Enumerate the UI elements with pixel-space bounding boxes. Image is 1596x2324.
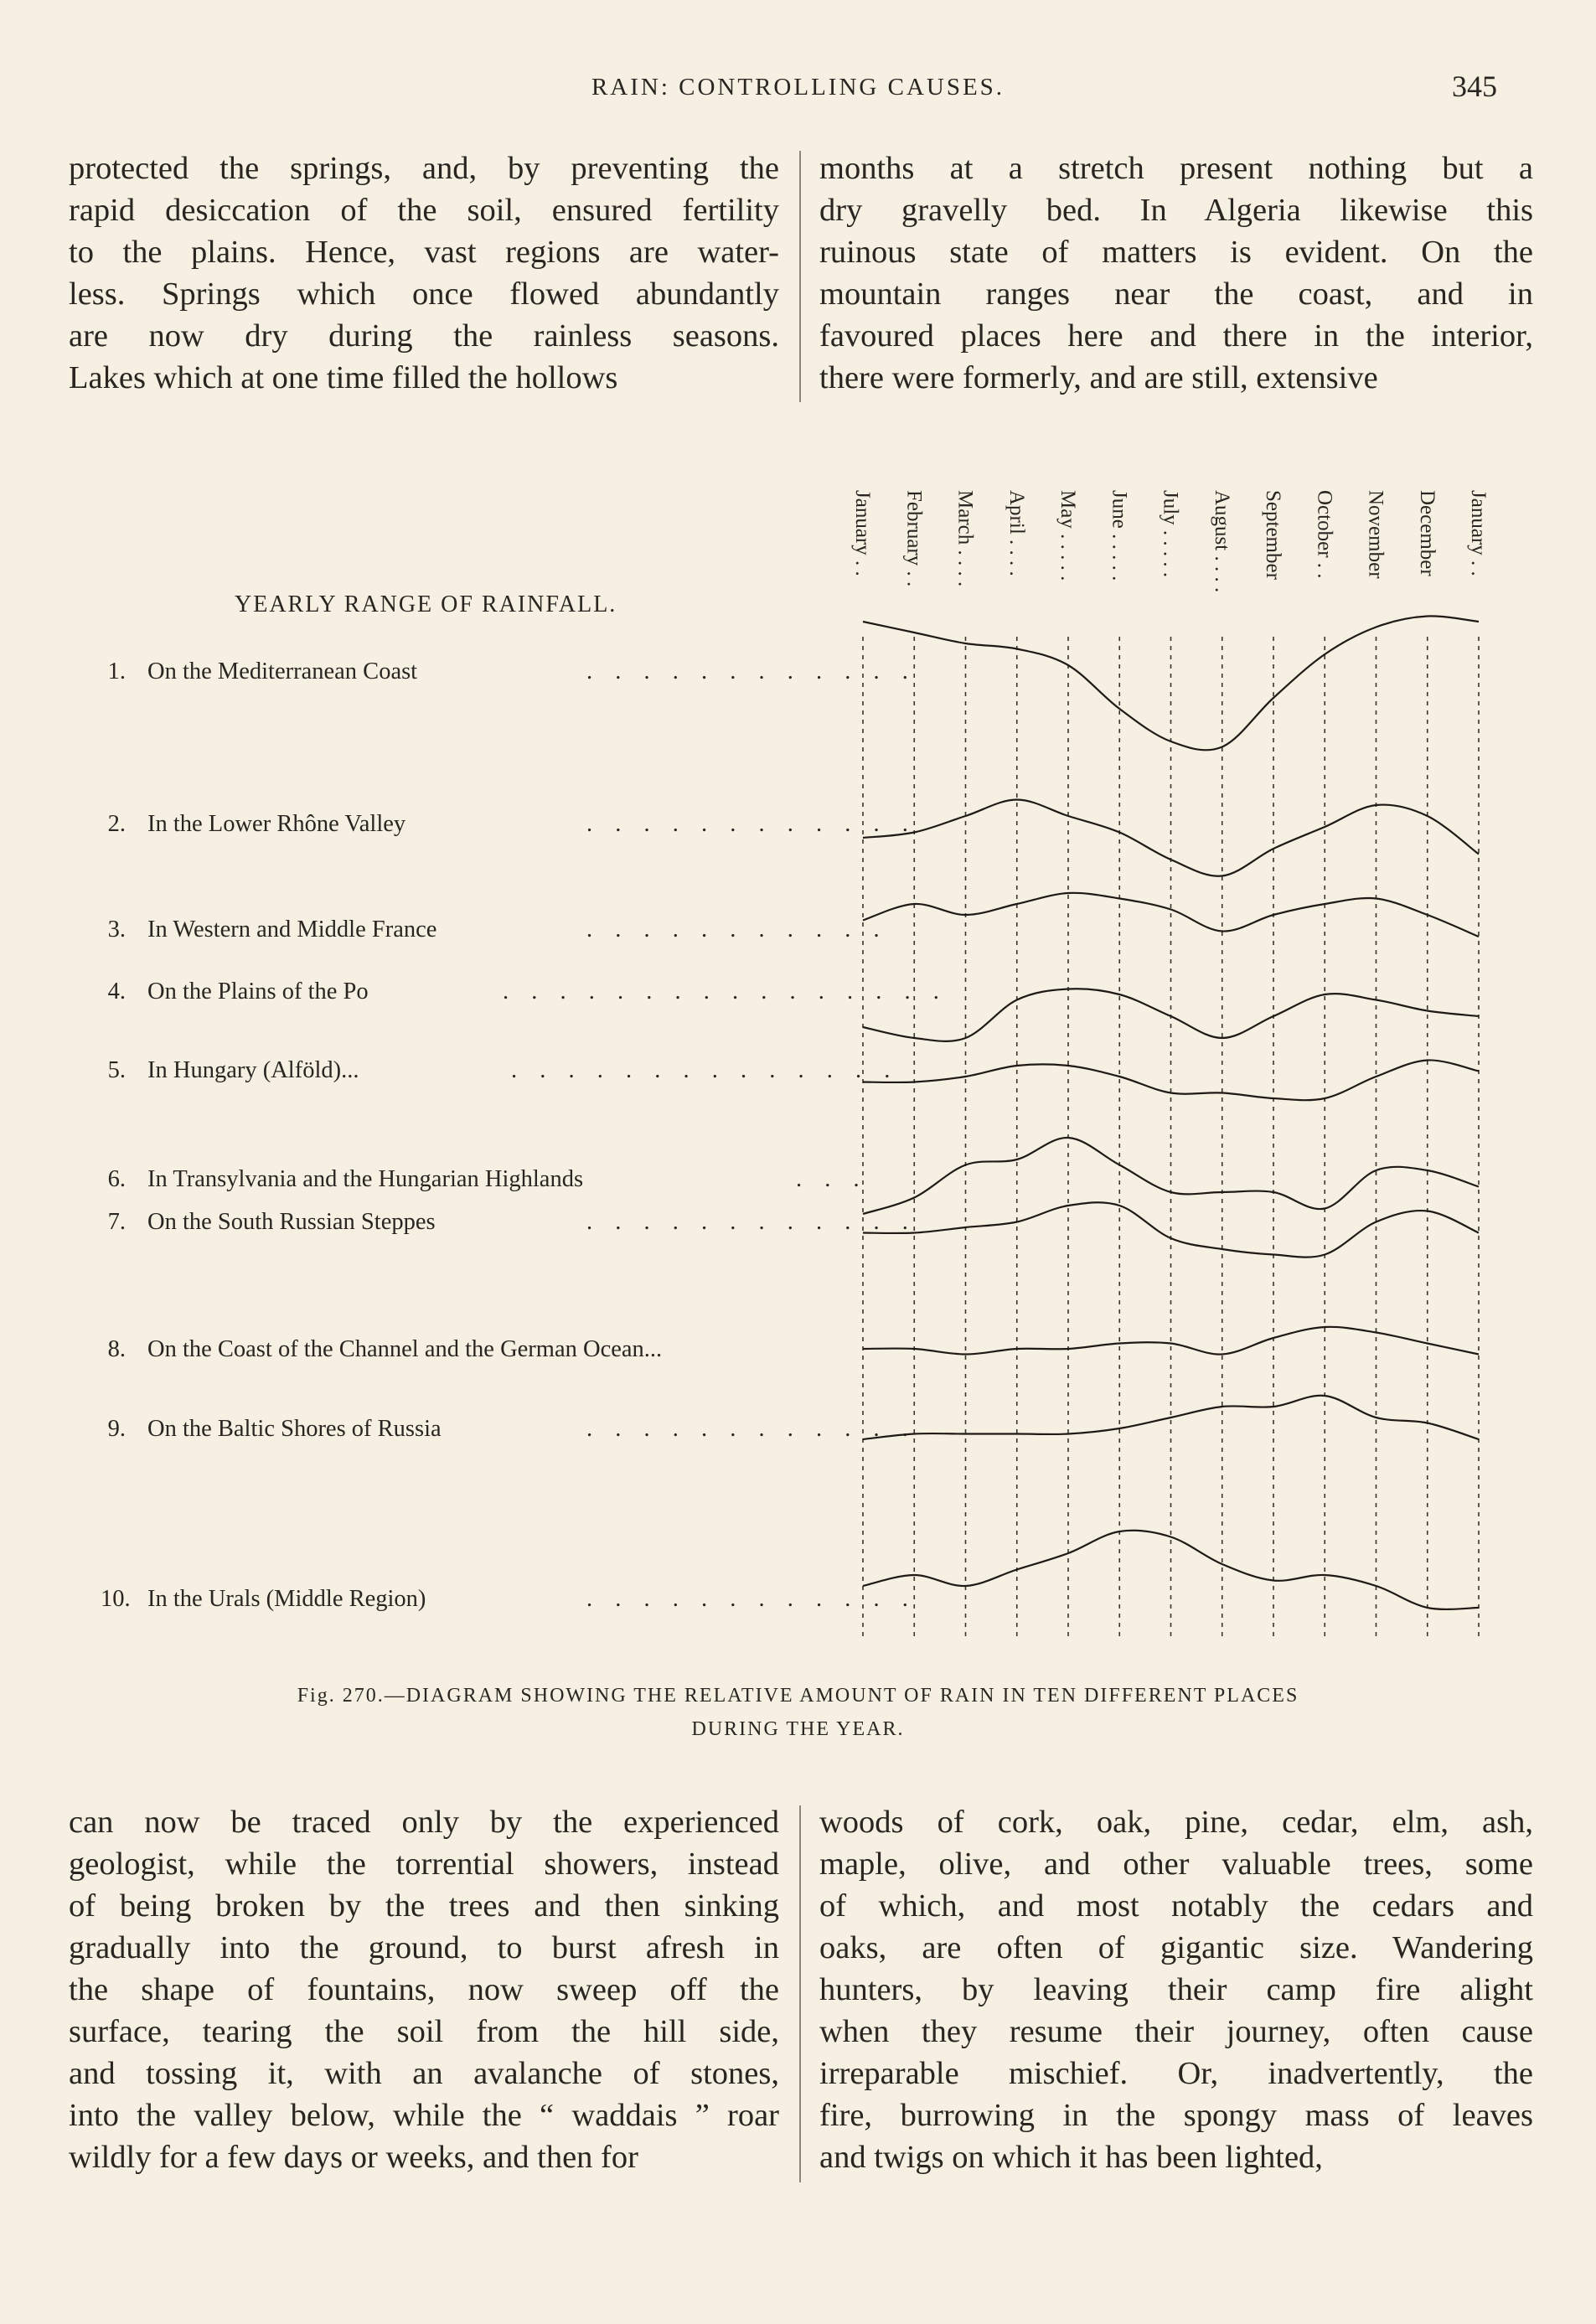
- row-text: In Western and Middle France: [147, 917, 437, 943]
- row-number: 5.: [107, 1057, 126, 1083]
- text-line: oaks, are often of gigantic size. Wandering: [819, 1930, 1533, 1965]
- row-text: On the Mediterranean Coast: [147, 658, 418, 684]
- figure-caption-line-1: [0, 1680, 1596, 1712]
- row-number: 1.: [107, 658, 126, 684]
- text-line: of being broken by the trees and then sinking: [69, 1888, 779, 1924]
- month-gridlines: [863, 637, 1479, 1638]
- row-dots: . . . . . . . . . . . .: [586, 811, 917, 837]
- row-number: 4.: [107, 979, 126, 1004]
- text-line: protected the springs, and, by preventing the: [69, 151, 779, 186]
- text-line: the shape of fountains, now sweep off the: [69, 1972, 779, 2007]
- row-dots: . . . . . . . . . . . .: [586, 1416, 917, 1442]
- text-line: hunters, by leaving their camp fire alight: [819, 1972, 1533, 2007]
- text-line: and tossing it, with an avalanche of stones,: [69, 2056, 779, 2091]
- month-label: October . .: [1313, 490, 1336, 579]
- row-text: On the South Russian Steppes: [147, 1209, 436, 1235]
- row-dots: . . . . . . . . . . . .: [586, 1209, 917, 1235]
- text-bottom-right-column: [819, 1801, 1533, 2178]
- text-line: Lakes which at one time filled the hollows: [69, 360, 618, 395]
- month-label: August . . . .: [1210, 490, 1233, 593]
- month-label: February . .: [902, 490, 926, 587]
- text-line: woods of cork, oak, pine, cedar, elm, ash,: [819, 1805, 1533, 1840]
- page-number: 345: [1452, 70, 1497, 103]
- month-label: September: [1262, 490, 1284, 580]
- text-bottom-left-column: [69, 1801, 779, 2178]
- row-text: On the Baltic Shores of Russia: [147, 1416, 442, 1442]
- rainfall-curve-2: [863, 800, 1479, 876]
- text-line: maple, olive, and other valuable trees, some: [819, 1846, 1533, 1882]
- month-label: June . . . . .: [1108, 490, 1131, 581]
- text-line: rapid desiccation of the soil, ensured fertility: [69, 193, 779, 228]
- month-label: April . . . .: [1005, 490, 1028, 576]
- row-number: 3.: [107, 917, 126, 943]
- row-number: 7.: [107, 1209, 126, 1235]
- caption-text: DURING THE YEAR.: [691, 1718, 905, 1740]
- row-text: In Hungary (Alföld)...: [147, 1057, 359, 1083]
- text-line: mountain ranges near the coast, and in: [819, 276, 1533, 312]
- row-dots: . . . . . . . . . . .: [586, 917, 888, 943]
- month-label: March . . . .: [953, 490, 977, 587]
- row-number: 8.: [107, 1336, 126, 1362]
- text-line: can now be traced only by the experienced: [69, 1805, 779, 1840]
- running-title: RAIN: CONTROLLING CAUSES.: [591, 74, 1005, 101]
- month-label: January . .: [851, 490, 874, 576]
- month-label: November: [1364, 490, 1387, 579]
- text-line: and twigs on which it has been lighted,: [819, 2140, 1323, 2175]
- text-line: less. Springs which once flowed abundantly: [69, 276, 779, 312]
- text-line: gradually into the ground, to burst afresh in: [69, 1930, 779, 1965]
- row-number: 10.: [101, 1586, 131, 1612]
- row-dots: . . .: [796, 1166, 868, 1192]
- month-label: December: [1415, 490, 1438, 576]
- text-line: surface, tearing the soil from the hill side,: [69, 2014, 779, 2049]
- text-line: when they resume their journey, often cause: [819, 2014, 1533, 2049]
- row-dots: . . . . . . . . . . . .: [586, 658, 917, 684]
- text-line: into the valley below, while the “ waddais ” roar: [69, 2098, 779, 2133]
- text-line: are now dry during the rainless seasons.: [69, 318, 779, 354]
- row-text: In Transylvania and the Hungarian Highlands: [147, 1166, 584, 1192]
- text-line: ruinous state of matters is evident. On the: [819, 235, 1533, 270]
- row-dots: . . . . . . . . . . . .: [586, 1586, 917, 1612]
- row-text: On the Plains of the Po: [147, 979, 369, 1004]
- row-text: On the Coast of the Channel and the German Ocean...: [147, 1336, 663, 1362]
- text-line: wildly for a few days or weeks, and then for: [69, 2140, 638, 2175]
- row-text: In the Urals (Middle Region): [147, 1586, 426, 1612]
- text-line: months at a stretch present nothing but a: [819, 151, 1533, 186]
- text-line: fire, burrowing in the spongy mass of leaves: [819, 2098, 1533, 2133]
- month-labels: [851, 490, 1490, 592]
- column-rule: [799, 1805, 801, 2182]
- text-line: of which, and most notably the cedars and: [819, 1888, 1533, 1924]
- figure-title: YEARLY RANGE OF RAINFALL.: [235, 591, 617, 617]
- month-label: July . . . . .: [1159, 490, 1182, 578]
- text-line: favoured places here and there in the interior,: [819, 318, 1533, 354]
- month-label: May . . . . .: [1056, 490, 1079, 581]
- row-number: 2.: [107, 811, 126, 837]
- row-dots: . . . . . . . . . . . . . .: [511, 1057, 899, 1083]
- row-dots: . . . . . . . . . . . . . . . .: [503, 979, 948, 1004]
- text-line: to the plains. Hence, vast regions are water-: [69, 235, 779, 270]
- text-line: dry gravelly bed. In Algeria likewise this: [819, 193, 1533, 228]
- row-number: 6.: [107, 1166, 126, 1192]
- caption-text: Fig. 270.—DIAGRAM SHOWING THE RELATIVE AMOUNT OF RAIN IN TEN DIFFERENT PLACES: [297, 1685, 1299, 1707]
- figure-caption-line-2: [0, 1713, 1596, 1745]
- month-label: January . .: [1467, 490, 1490, 576]
- text-line: geologist, while the torrential showers, instead: [69, 1846, 779, 1882]
- row-number: 9.: [107, 1416, 126, 1442]
- row-text: In the Lower Rhône Valley: [147, 811, 406, 837]
- text-line: there were formerly, and are still, extensive: [819, 360, 1378, 395]
- text-line: irreparable mischief. Or, inadvertently, the: [819, 2056, 1533, 2091]
